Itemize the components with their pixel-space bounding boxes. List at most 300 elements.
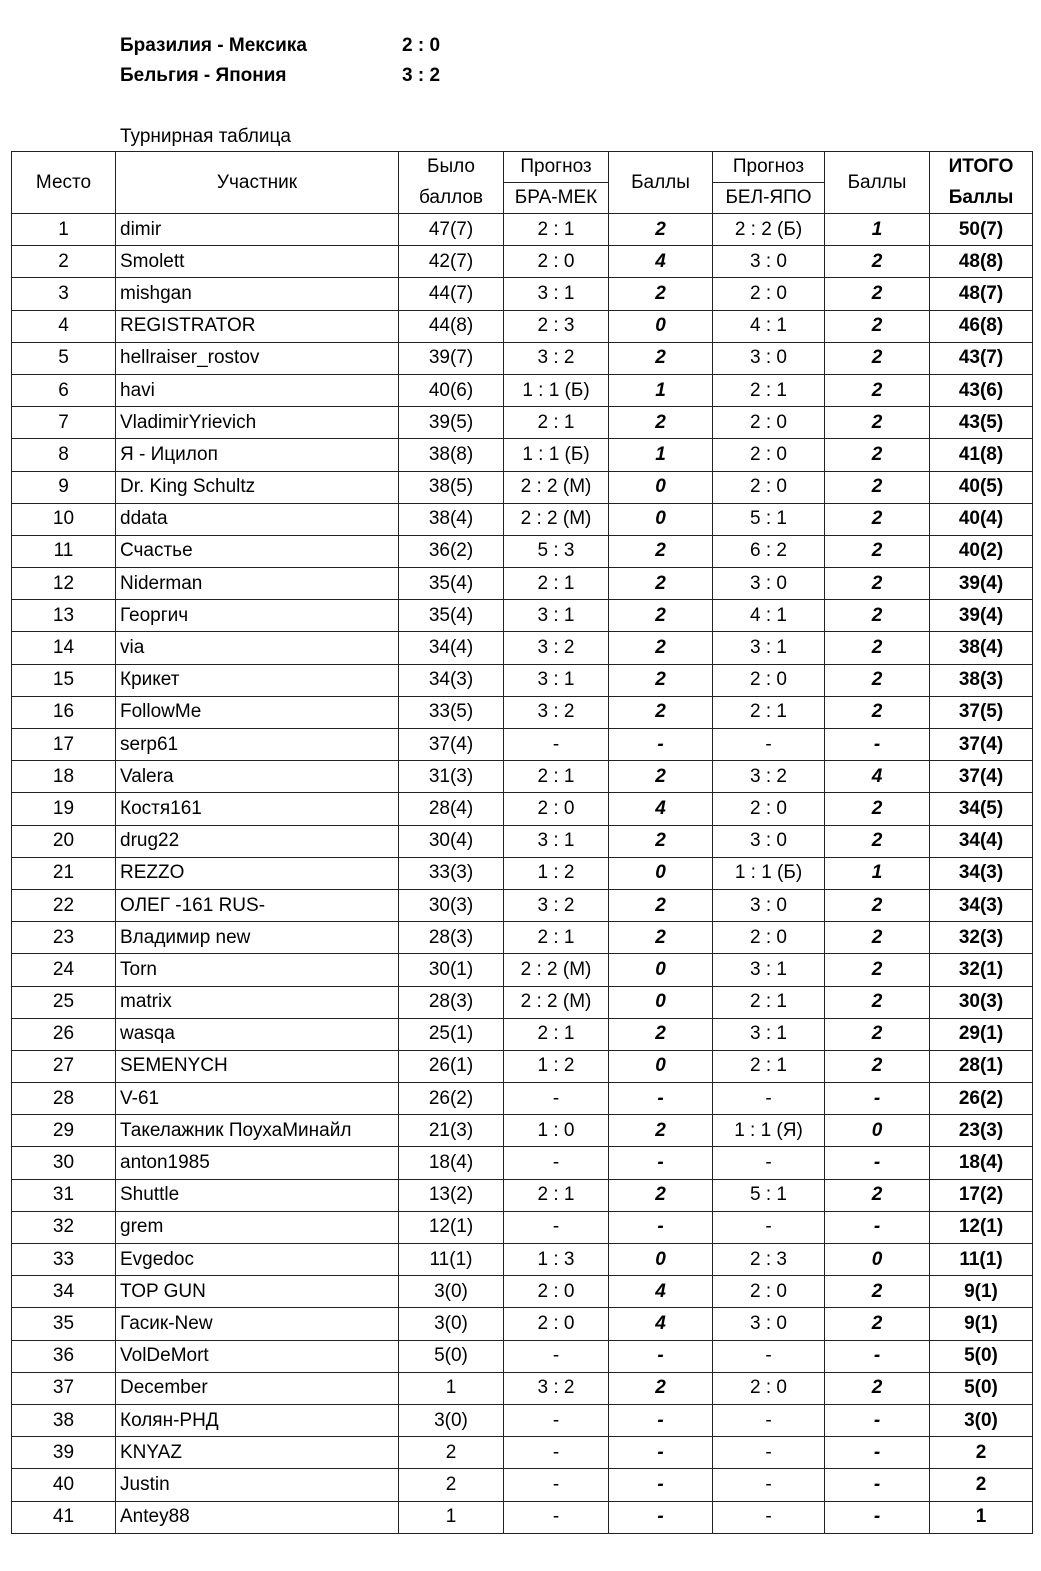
cell-forecast-bra-mex: - xyxy=(504,1501,609,1533)
table-row xyxy=(12,535,1033,567)
cell-points-bel-jpn: 2 xyxy=(825,600,930,632)
cell-place: 7 xyxy=(12,407,116,439)
cell-forecast-bel-jpn: 2 : 1 xyxy=(713,986,825,1018)
cell-participant: December xyxy=(116,1372,399,1404)
header-points1: Баллы xyxy=(609,152,713,214)
cell-previous-points: 21(3) xyxy=(399,1115,504,1147)
table-row xyxy=(12,568,1033,600)
cell-participant: Георгич xyxy=(116,600,399,632)
cell-place: 17 xyxy=(12,729,116,761)
cell-points-bel-jpn: 2 xyxy=(825,954,930,986)
cell-participant: REZZO xyxy=(116,857,399,889)
header-participant: Участник xyxy=(116,152,399,214)
cell-place: 5 xyxy=(12,342,116,374)
cell-total: 40(4) xyxy=(930,503,1033,535)
cell-points-bra-mex: 2 xyxy=(609,407,713,439)
table-row xyxy=(12,600,1033,632)
cell-place: 36 xyxy=(12,1340,116,1372)
cell-points-bel-jpn: 1 xyxy=(825,857,930,889)
table-row xyxy=(12,503,1033,535)
cell-place: 13 xyxy=(12,600,116,632)
cell-points-bel-jpn: 2 xyxy=(825,439,930,471)
cell-points-bra-mex: 2 xyxy=(609,600,713,632)
cell-participant: mishgan xyxy=(116,278,399,310)
cell-forecast-bra-mex: - xyxy=(504,1211,609,1243)
cell-forecast-bel-jpn: 2 : 0 xyxy=(713,1372,825,1404)
cell-points-bel-jpn: 2 xyxy=(825,696,930,728)
header-points2: Баллы xyxy=(825,152,930,214)
cell-place: 33 xyxy=(12,1244,116,1276)
cell-participant: SEMENYCH xyxy=(116,1050,399,1082)
cell-total: 2 xyxy=(930,1437,1033,1469)
cell-total: 40(2) xyxy=(930,535,1033,567)
cell-forecast-bra-mex: 2 : 1 xyxy=(504,1018,609,1050)
cell-total: 46(8) xyxy=(930,310,1033,342)
cell-participant: wasqa xyxy=(116,1018,399,1050)
table-row xyxy=(12,857,1033,889)
cell-forecast-bra-mex: 1 : 3 xyxy=(504,1244,609,1276)
cell-forecast-bel-jpn: 2 : 2 (Б) xyxy=(713,214,825,246)
cell-previous-points: 44(7) xyxy=(399,278,504,310)
cell-participant: Такелажник ПоухаМинайл xyxy=(116,1115,399,1147)
cell-forecast-bel-jpn: 2 : 0 xyxy=(713,1276,825,1308)
cell-points-bel-jpn: - xyxy=(825,1147,930,1179)
cell-total: 9(1) xyxy=(930,1276,1033,1308)
cell-total: 5(0) xyxy=(930,1372,1033,1404)
cell-previous-points: 5(0) xyxy=(399,1340,504,1372)
table-row xyxy=(12,214,1033,246)
cell-points-bel-jpn: 2 xyxy=(825,632,930,664)
cell-points-bra-mex: 2 xyxy=(609,889,713,921)
table-row xyxy=(12,889,1033,921)
cell-previous-points: 3(0) xyxy=(399,1308,504,1340)
cell-participant: Гасик-New xyxy=(116,1308,399,1340)
table-row xyxy=(12,1340,1033,1372)
header-forecast1-match: БРА-МЕК xyxy=(504,183,609,214)
cell-participant: hellraiser_rostov xyxy=(116,342,399,374)
cell-forecast-bel-jpn: - xyxy=(713,1404,825,1436)
cell-previous-points: 38(8) xyxy=(399,439,504,471)
cell-forecast-bra-mex: 1 : 0 xyxy=(504,1115,609,1147)
cell-points-bra-mex: 2 xyxy=(609,825,713,857)
cell-place: 14 xyxy=(12,632,116,664)
cell-previous-points: 12(1) xyxy=(399,1211,504,1243)
cell-previous-points: 30(1) xyxy=(399,954,504,986)
cell-points-bra-mex: 2 xyxy=(609,664,713,696)
cell-total: 9(1) xyxy=(930,1308,1033,1340)
table-row xyxy=(12,407,1033,439)
cell-forecast-bel-jpn: - xyxy=(713,1437,825,1469)
header-forecast2-match: БЕЛ-ЯПО xyxy=(713,183,825,214)
cell-previous-points: 35(4) xyxy=(399,568,504,600)
cell-place: 15 xyxy=(12,664,116,696)
cell-forecast-bel-jpn: - xyxy=(713,1211,825,1243)
cell-total: 37(4) xyxy=(930,729,1033,761)
cell-participant: KNYAZ xyxy=(116,1437,399,1469)
cell-total: 23(3) xyxy=(930,1115,1033,1147)
cell-place: 6 xyxy=(12,374,116,406)
cell-previous-points: 30(4) xyxy=(399,825,504,857)
cell-place: 3 xyxy=(12,278,116,310)
cell-participant: matrix xyxy=(116,986,399,1018)
header-was-line2: баллов xyxy=(399,183,504,214)
cell-points-bel-jpn: 2 xyxy=(825,922,930,954)
cell-points-bel-jpn: - xyxy=(825,1469,930,1501)
cell-previous-points: 36(2) xyxy=(399,535,504,567)
table-row xyxy=(12,1437,1033,1469)
cell-points-bra-mex: 0 xyxy=(609,857,713,889)
cell-forecast-bel-jpn: 3 : 0 xyxy=(713,568,825,600)
cell-points-bra-mex: 2 xyxy=(609,922,713,954)
cell-place: 30 xyxy=(12,1147,116,1179)
cell-place: 20 xyxy=(12,825,116,857)
cell-points-bel-jpn: 2 xyxy=(825,1276,930,1308)
cell-forecast-bra-mex: 2 : 2 (М) xyxy=(504,986,609,1018)
cell-total: 5(0) xyxy=(930,1340,1033,1372)
cell-forecast-bra-mex: - xyxy=(504,1340,609,1372)
cell-total: 37(4) xyxy=(930,761,1033,793)
cell-forecast-bel-jpn: 1 : 1 (Я) xyxy=(713,1115,825,1147)
table-row xyxy=(12,1211,1033,1243)
cell-forecast-bel-jpn: 5 : 1 xyxy=(713,503,825,535)
cell-points-bel-jpn: 1 xyxy=(825,214,930,246)
table-row xyxy=(12,1276,1033,1308)
cell-place: 19 xyxy=(12,793,116,825)
cell-points-bel-jpn: - xyxy=(825,729,930,761)
cell-points-bra-mex: - xyxy=(609,1147,713,1179)
cell-points-bel-jpn: 2 xyxy=(825,1179,930,1211)
cell-place: 23 xyxy=(12,922,116,954)
cell-points-bra-mex: 2 xyxy=(609,214,713,246)
match-score: 3 : 2 xyxy=(402,65,441,86)
cell-total: 28(1) xyxy=(930,1050,1033,1082)
cell-forecast-bra-mex: - xyxy=(504,1437,609,1469)
cell-points-bra-mex: 1 xyxy=(609,374,713,406)
cell-place: 28 xyxy=(12,1083,116,1115)
cell-points-bel-jpn: - xyxy=(825,1404,930,1436)
cell-place: 18 xyxy=(12,761,116,793)
cell-forecast-bel-jpn: 4 : 1 xyxy=(713,600,825,632)
cell-participant: Владимир new xyxy=(116,922,399,954)
table-caption: Турнирная таблица xyxy=(120,126,291,147)
cell-forecast-bra-mex: - xyxy=(504,1404,609,1436)
cell-forecast-bra-mex: - xyxy=(504,1083,609,1115)
cell-previous-points: 33(5) xyxy=(399,696,504,728)
cell-forecast-bra-mex: 2 : 2 (М) xyxy=(504,471,609,503)
cell-previous-points: 33(3) xyxy=(399,857,504,889)
cell-previous-points: 13(2) xyxy=(399,1179,504,1211)
cell-forecast-bra-mex: 2 : 1 xyxy=(504,922,609,954)
cell-total: 17(2) xyxy=(930,1179,1033,1211)
cell-points-bra-mex: 2 xyxy=(609,568,713,600)
cell-total: 48(8) xyxy=(930,246,1033,278)
cell-forecast-bra-mex: 3 : 2 xyxy=(504,632,609,664)
cell-total: 43(5) xyxy=(930,407,1033,439)
table-row xyxy=(12,696,1033,728)
cell-participant: serp61 xyxy=(116,729,399,761)
cell-forecast-bel-jpn: - xyxy=(713,1501,825,1533)
cell-points-bel-jpn: 2 xyxy=(825,374,930,406)
cell-place: 16 xyxy=(12,696,116,728)
cell-total: 38(3) xyxy=(930,664,1033,696)
cell-place: 35 xyxy=(12,1308,116,1340)
cell-participant: Smolett xyxy=(116,246,399,278)
cell-forecast-bel-jpn: 5 : 1 xyxy=(713,1179,825,1211)
table-row xyxy=(12,825,1033,857)
cell-place: 29 xyxy=(12,1115,116,1147)
cell-points-bra-mex: - xyxy=(609,729,713,761)
cell-previous-points: 30(3) xyxy=(399,889,504,921)
cell-place: 8 xyxy=(12,439,116,471)
cell-previous-points: 38(5) xyxy=(399,471,504,503)
cell-place: 24 xyxy=(12,954,116,986)
cell-total: 34(3) xyxy=(930,857,1033,889)
cell-total: 41(8) xyxy=(930,439,1033,471)
cell-total: 32(3) xyxy=(930,922,1033,954)
cell-forecast-bel-jpn: 1 : 1 (Б) xyxy=(713,857,825,889)
cell-points-bel-jpn: 2 xyxy=(825,825,930,857)
cell-forecast-bel-jpn: 2 : 1 xyxy=(713,696,825,728)
cell-forecast-bra-mex: 3 : 1 xyxy=(504,600,609,632)
cell-place: 11 xyxy=(12,535,116,567)
cell-place: 4 xyxy=(12,310,116,342)
cell-forecast-bra-mex: 2 : 2 (М) xyxy=(504,954,609,986)
cell-total: 39(4) xyxy=(930,568,1033,600)
cell-total: 1 xyxy=(930,1501,1033,1533)
cell-place: 25 xyxy=(12,986,116,1018)
cell-points-bel-jpn: 2 xyxy=(825,568,930,600)
cell-previous-points: 3(0) xyxy=(399,1404,504,1436)
cell-forecast-bel-jpn: 3 : 1 xyxy=(713,1018,825,1050)
cell-points-bel-jpn: 2 xyxy=(825,889,930,921)
cell-points-bel-jpn: 2 xyxy=(825,1308,930,1340)
cell-place: 9 xyxy=(12,471,116,503)
cell-place: 22 xyxy=(12,889,116,921)
cell-previous-points: 25(1) xyxy=(399,1018,504,1050)
table-row xyxy=(12,1083,1033,1115)
cell-points-bra-mex: 2 xyxy=(609,535,713,567)
cell-previous-points: 47(7) xyxy=(399,214,504,246)
table-row xyxy=(12,954,1033,986)
cell-forecast-bra-mex: 3 : 1 xyxy=(504,664,609,696)
table-row xyxy=(12,664,1033,696)
cell-forecast-bra-mex: 2 : 1 xyxy=(504,761,609,793)
cell-points-bra-mex: 0 xyxy=(609,503,713,535)
cell-forecast-bel-jpn: 2 : 0 xyxy=(713,407,825,439)
cell-points-bra-mex: 0 xyxy=(609,471,713,503)
cell-participant: ОЛЕГ -161 RUS- xyxy=(116,889,399,921)
cell-points-bel-jpn: 2 xyxy=(825,503,930,535)
cell-points-bra-mex: 2 xyxy=(609,1179,713,1211)
cell-points-bel-jpn: 2 xyxy=(825,278,930,310)
cell-total: 34(4) xyxy=(930,825,1033,857)
cell-participant: Shuttle xyxy=(116,1179,399,1211)
cell-previous-points: 39(7) xyxy=(399,342,504,374)
cell-forecast-bel-jpn: 3 : 0 xyxy=(713,889,825,921)
cell-participant: ddata xyxy=(116,503,399,535)
match-result xyxy=(120,61,440,91)
cell-points-bra-mex: 1 xyxy=(609,439,713,471)
cell-points-bra-mex: - xyxy=(609,1211,713,1243)
cell-participant: Счастье xyxy=(116,535,399,567)
cell-points-bra-mex: - xyxy=(609,1469,713,1501)
cell-forecast-bra-mex: 3 : 2 xyxy=(504,696,609,728)
cell-points-bel-jpn: 2 xyxy=(825,1050,930,1082)
cell-forecast-bel-jpn: 2 : 3 xyxy=(713,1244,825,1276)
cell-points-bel-jpn: 2 xyxy=(825,664,930,696)
cell-total: 29(1) xyxy=(930,1018,1033,1050)
cell-previous-points: 2 xyxy=(399,1437,504,1469)
table-row xyxy=(12,986,1033,1018)
cell-forecast-bel-jpn: 3 : 0 xyxy=(713,342,825,374)
cell-total: 30(3) xyxy=(930,986,1033,1018)
header-was-line1: Было xyxy=(399,152,504,183)
cell-forecast-bra-mex: - xyxy=(504,1469,609,1501)
table-row xyxy=(12,761,1033,793)
table-row xyxy=(12,1404,1033,1436)
table-row xyxy=(12,632,1033,664)
cell-forecast-bra-mex: 3 : 2 xyxy=(504,342,609,374)
cell-points-bra-mex: - xyxy=(609,1340,713,1372)
cell-points-bra-mex: 4 xyxy=(609,1308,713,1340)
cell-points-bra-mex: 2 xyxy=(609,761,713,793)
cell-forecast-bra-mex: 2 : 0 xyxy=(504,246,609,278)
cell-participant: Крикет xyxy=(116,664,399,696)
cell-participant: Justin xyxy=(116,1469,399,1501)
cell-participant: Костя161 xyxy=(116,793,399,825)
table-row xyxy=(12,374,1033,406)
cell-previous-points: 28(3) xyxy=(399,922,504,954)
cell-forecast-bel-jpn: 6 : 2 xyxy=(713,535,825,567)
cell-total: 3(0) xyxy=(930,1404,1033,1436)
table-row xyxy=(12,1147,1033,1179)
cell-total: 50(7) xyxy=(930,214,1033,246)
cell-total: 43(6) xyxy=(930,374,1033,406)
cell-participant: VladimirYrievich xyxy=(116,407,399,439)
cell-previous-points: 34(4) xyxy=(399,632,504,664)
cell-forecast-bra-mex: 5 : 3 xyxy=(504,535,609,567)
cell-forecast-bel-jpn: 3 : 0 xyxy=(713,1308,825,1340)
cell-points-bel-jpn: - xyxy=(825,1340,930,1372)
table-row xyxy=(12,922,1033,954)
table-row xyxy=(12,342,1033,374)
cell-previous-points: 26(1) xyxy=(399,1050,504,1082)
cell-place: 2 xyxy=(12,246,116,278)
header-forecast2: Прогноз xyxy=(713,152,825,183)
cell-points-bra-mex: 4 xyxy=(609,793,713,825)
cell-points-bra-mex: - xyxy=(609,1501,713,1533)
cell-forecast-bel-jpn: 2 : 0 xyxy=(713,278,825,310)
cell-forecast-bra-mex: - xyxy=(504,729,609,761)
cell-points-bel-jpn: - xyxy=(825,1083,930,1115)
cell-forecast-bel-jpn: - xyxy=(713,1469,825,1501)
cell-points-bel-jpn: 2 xyxy=(825,535,930,567)
cell-participant: via xyxy=(116,632,399,664)
cell-place: 38 xyxy=(12,1404,116,1436)
table-row xyxy=(12,729,1033,761)
cell-total: 18(4) xyxy=(930,1147,1033,1179)
cell-previous-points: 39(5) xyxy=(399,407,504,439)
cell-forecast-bel-jpn: 2 : 0 xyxy=(713,471,825,503)
table-row xyxy=(12,1018,1033,1050)
cell-place: 32 xyxy=(12,1211,116,1243)
cell-points-bra-mex: - xyxy=(609,1404,713,1436)
cell-forecast-bra-mex: - xyxy=(504,1147,609,1179)
cell-total: 38(4) xyxy=(930,632,1033,664)
cell-total: 32(1) xyxy=(930,954,1033,986)
table-row xyxy=(12,1308,1033,1340)
cell-previous-points: 31(3) xyxy=(399,761,504,793)
table-row xyxy=(12,1501,1033,1533)
cell-forecast-bra-mex: 2 : 1 xyxy=(504,214,609,246)
cell-participant: Dr. King Schultz xyxy=(116,471,399,503)
cell-points-bra-mex: 0 xyxy=(609,954,713,986)
cell-points-bel-jpn: - xyxy=(825,1211,930,1243)
cell-place: 12 xyxy=(12,568,116,600)
cell-points-bra-mex: 4 xyxy=(609,246,713,278)
cell-forecast-bra-mex: 2 : 3 xyxy=(504,310,609,342)
cell-forecast-bra-mex: 2 : 0 xyxy=(504,793,609,825)
cell-total: 12(1) xyxy=(930,1211,1033,1243)
cell-forecast-bel-jpn: 2 : 1 xyxy=(713,374,825,406)
match-score: 2 : 0 xyxy=(402,35,441,56)
cell-forecast-bra-mex: 2 : 1 xyxy=(504,568,609,600)
cell-participant: TOP GUN xyxy=(116,1276,399,1308)
cell-points-bel-jpn: 2 xyxy=(825,407,930,439)
cell-previous-points: 28(3) xyxy=(399,986,504,1018)
cell-points-bel-jpn: 2 xyxy=(825,246,930,278)
cell-forecast-bra-mex: 1 : 1 (Б) xyxy=(504,374,609,406)
cell-previous-points: 42(7) xyxy=(399,246,504,278)
cell-total: 2 xyxy=(930,1469,1033,1501)
cell-participant: V-61 xyxy=(116,1083,399,1115)
cell-points-bra-mex: 2 xyxy=(609,342,713,374)
cell-place: 31 xyxy=(12,1179,116,1211)
cell-forecast-bra-mex: 2 : 0 xyxy=(504,1276,609,1308)
cell-participant: grem xyxy=(116,1211,399,1243)
cell-participant: VolDeMort xyxy=(116,1340,399,1372)
cell-participant: anton1985 xyxy=(116,1147,399,1179)
cell-points-bel-jpn: 2 xyxy=(825,793,930,825)
cell-previous-points: 26(2) xyxy=(399,1083,504,1115)
table-row xyxy=(12,1469,1033,1501)
match-teams: Бельгия - Япония xyxy=(120,65,287,86)
table-row xyxy=(12,471,1033,503)
cell-forecast-bel-jpn: - xyxy=(713,1147,825,1179)
cell-points-bra-mex: 2 xyxy=(609,1115,713,1147)
cell-previous-points: 18(4) xyxy=(399,1147,504,1179)
cell-participant: Я - Ицилоп xyxy=(116,439,399,471)
cell-forecast-bel-jpn: 3 : 0 xyxy=(713,246,825,278)
cell-previous-points: 38(4) xyxy=(399,503,504,535)
cell-place: 10 xyxy=(12,503,116,535)
cell-points-bel-jpn: - xyxy=(825,1437,930,1469)
cell-forecast-bel-jpn: 3 : 1 xyxy=(713,954,825,986)
cell-total: 48(7) xyxy=(930,278,1033,310)
cell-points-bel-jpn: 2 xyxy=(825,471,930,503)
match-result xyxy=(120,31,440,61)
cell-place: 39 xyxy=(12,1437,116,1469)
cell-participant: drug22 xyxy=(116,825,399,857)
cell-points-bel-jpn: 2 xyxy=(825,1372,930,1404)
cell-forecast-bel-jpn: 2 : 1 xyxy=(713,1050,825,1082)
cell-forecast-bel-jpn: 3 : 2 xyxy=(713,761,825,793)
cell-forecast-bra-mex: 1 : 2 xyxy=(504,1050,609,1082)
cell-total: 40(5) xyxy=(930,471,1033,503)
header-total-line2: Баллы xyxy=(930,183,1033,214)
cell-total: 43(7) xyxy=(930,342,1033,374)
cell-previous-points: 1 xyxy=(399,1501,504,1533)
